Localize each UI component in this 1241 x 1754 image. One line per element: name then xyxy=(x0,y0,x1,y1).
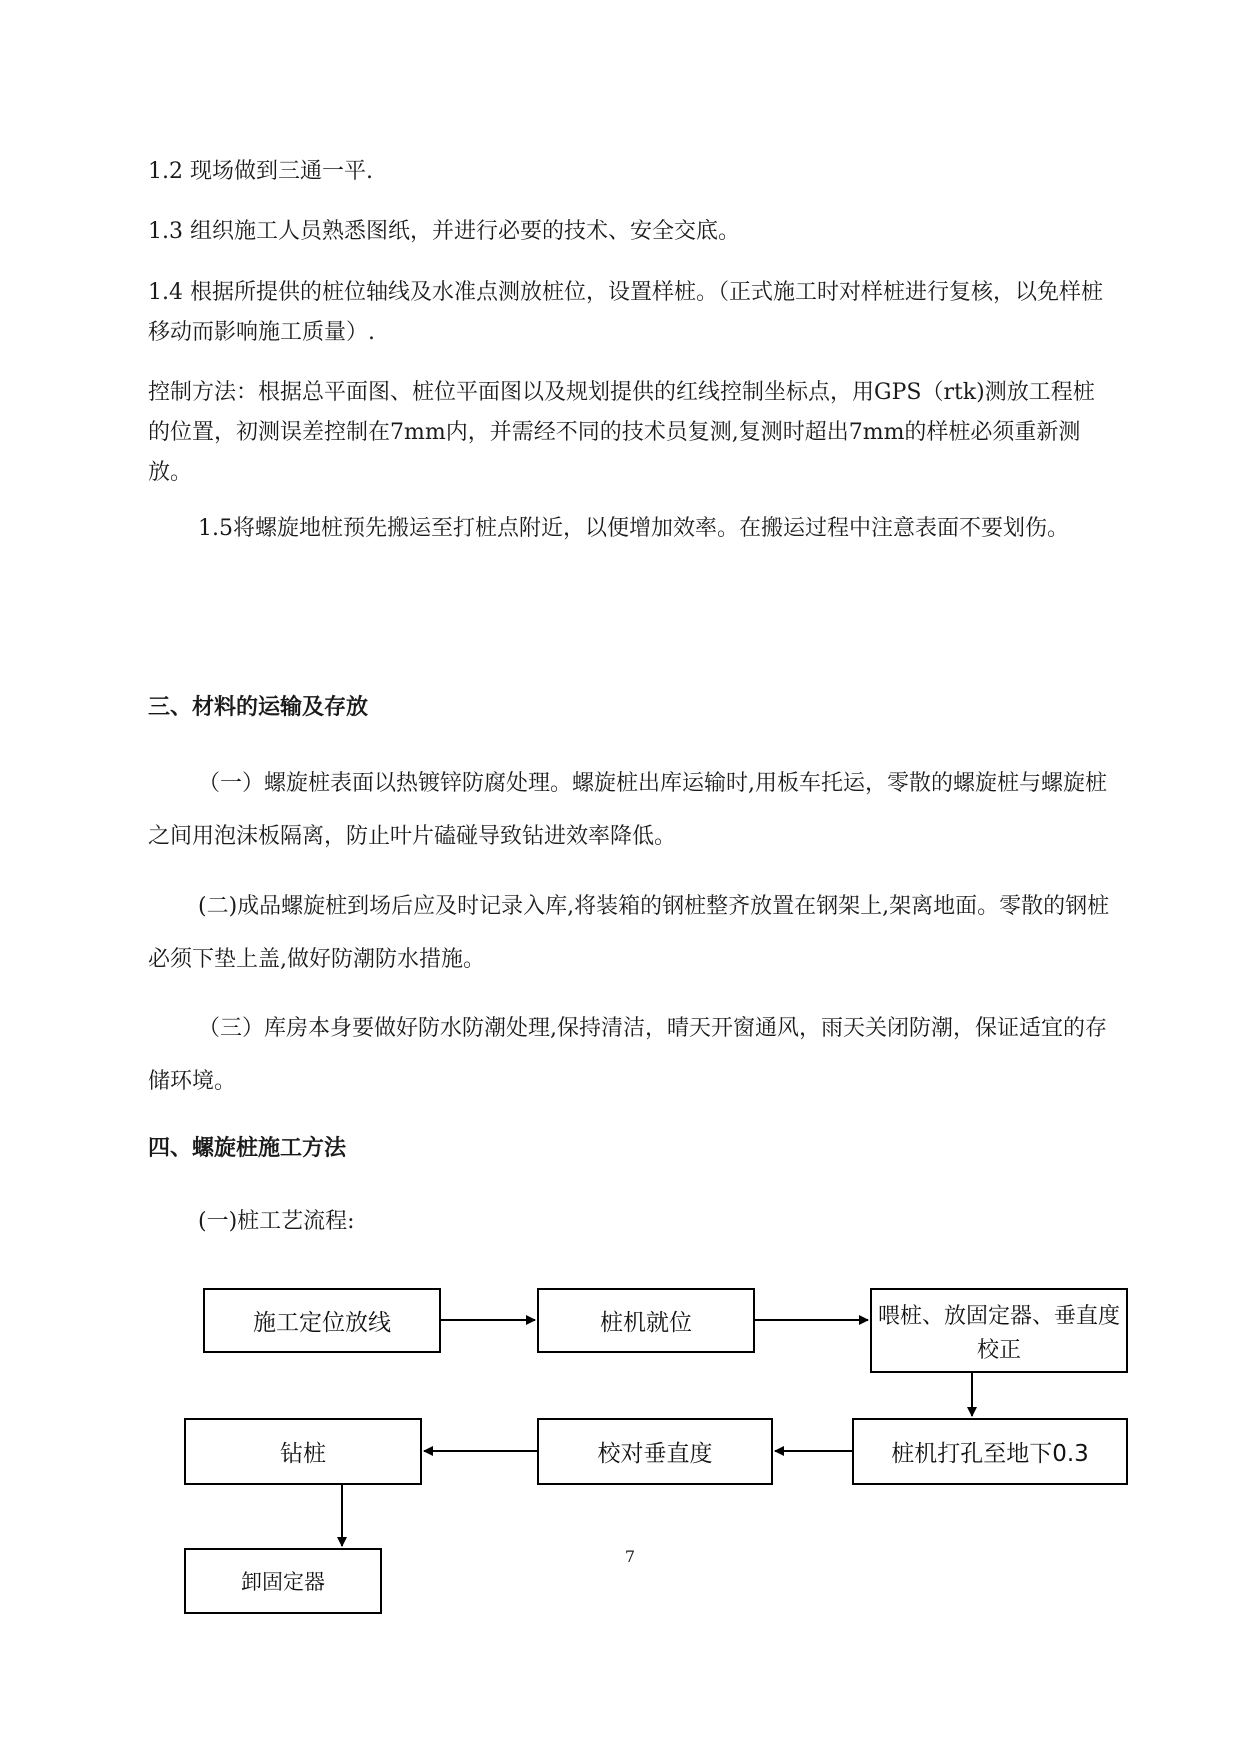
flow-step-remove-fixture: 卸固定器 xyxy=(184,1548,382,1614)
section-3-item-1: （一）螺旋桩表面以热镀锌防腐处理。螺旋桩出库运输时,用板车托运，零散的螺旋桩与螺旋桩之间用泡沫板隔离，防止叶片磕碰导致钻进效率降低。 xyxy=(148,771,1107,849)
flow-step-feed-pile-fix-verticality: 喂桩、放固定器、垂直度校正 xyxy=(870,1288,1128,1373)
section-3-heading: 三、材料的运输及存放 xyxy=(148,694,369,720)
section-4-heading: 四、螺旋桩施工方法 xyxy=(148,1135,347,1161)
flow-step-pile-machine-positioning: 桩机就位 xyxy=(537,1288,755,1353)
page-number: 7 xyxy=(624,1547,636,1566)
paragraph-1-4: 1.4 根据所提供的桩位轴线及水准点测放桩位，设置样桩。（正式施工时对样桩进行复核，以免样桩移动而影响施工质量）. xyxy=(148,280,1103,345)
paragraph-control-method: 控制方法：根据总平面图、桩位平面图以及规划提供的红线控制坐标点，用GPS（rtk)测放工程桩的位置，初测误差控制在7mm内，并需经不同的技术员复测,复测时超出7mm的样桩必须重新测放。 xyxy=(148,380,1095,485)
section-4-item-1: (一)桩工艺流程: xyxy=(198,1209,355,1234)
flow-step-drill-hole: 桩机打孔至地下0.3 xyxy=(852,1418,1128,1485)
flow-step-layout-positioning: 施工定位放线 xyxy=(203,1288,441,1353)
paragraph-1-5: 1.5将螺旋地桩预先搬运至打桩点附近，以便增加效率。在搬运过程中注意表面不要划伤。 xyxy=(198,516,1069,541)
flow-step-check-verticality: 校对垂直度 xyxy=(537,1418,773,1485)
paragraph-1-2: 1.2 现场做到三通一平. xyxy=(148,159,373,184)
section-3-item-3: （三）库房本身要做好防水防潮处理,保持清洁，晴天开窗通风，雨天关闭防潮，保证适宜的存储环境。 xyxy=(148,1016,1107,1094)
section-3-item-2: (二)成品螺旋桩到场后应及时记录入库,将装箱的钢桩整齐放置在钢架上,架离地面。零散的钢桩必须下垫上盖,做好防潮防水措施。 xyxy=(148,894,1110,972)
paragraph-1-3: 1.3 组织施工人员熟悉图纸，并进行必要的技术、安全交底。 xyxy=(148,219,740,244)
flow-step-drill-pile: 钻桩 xyxy=(184,1418,422,1485)
